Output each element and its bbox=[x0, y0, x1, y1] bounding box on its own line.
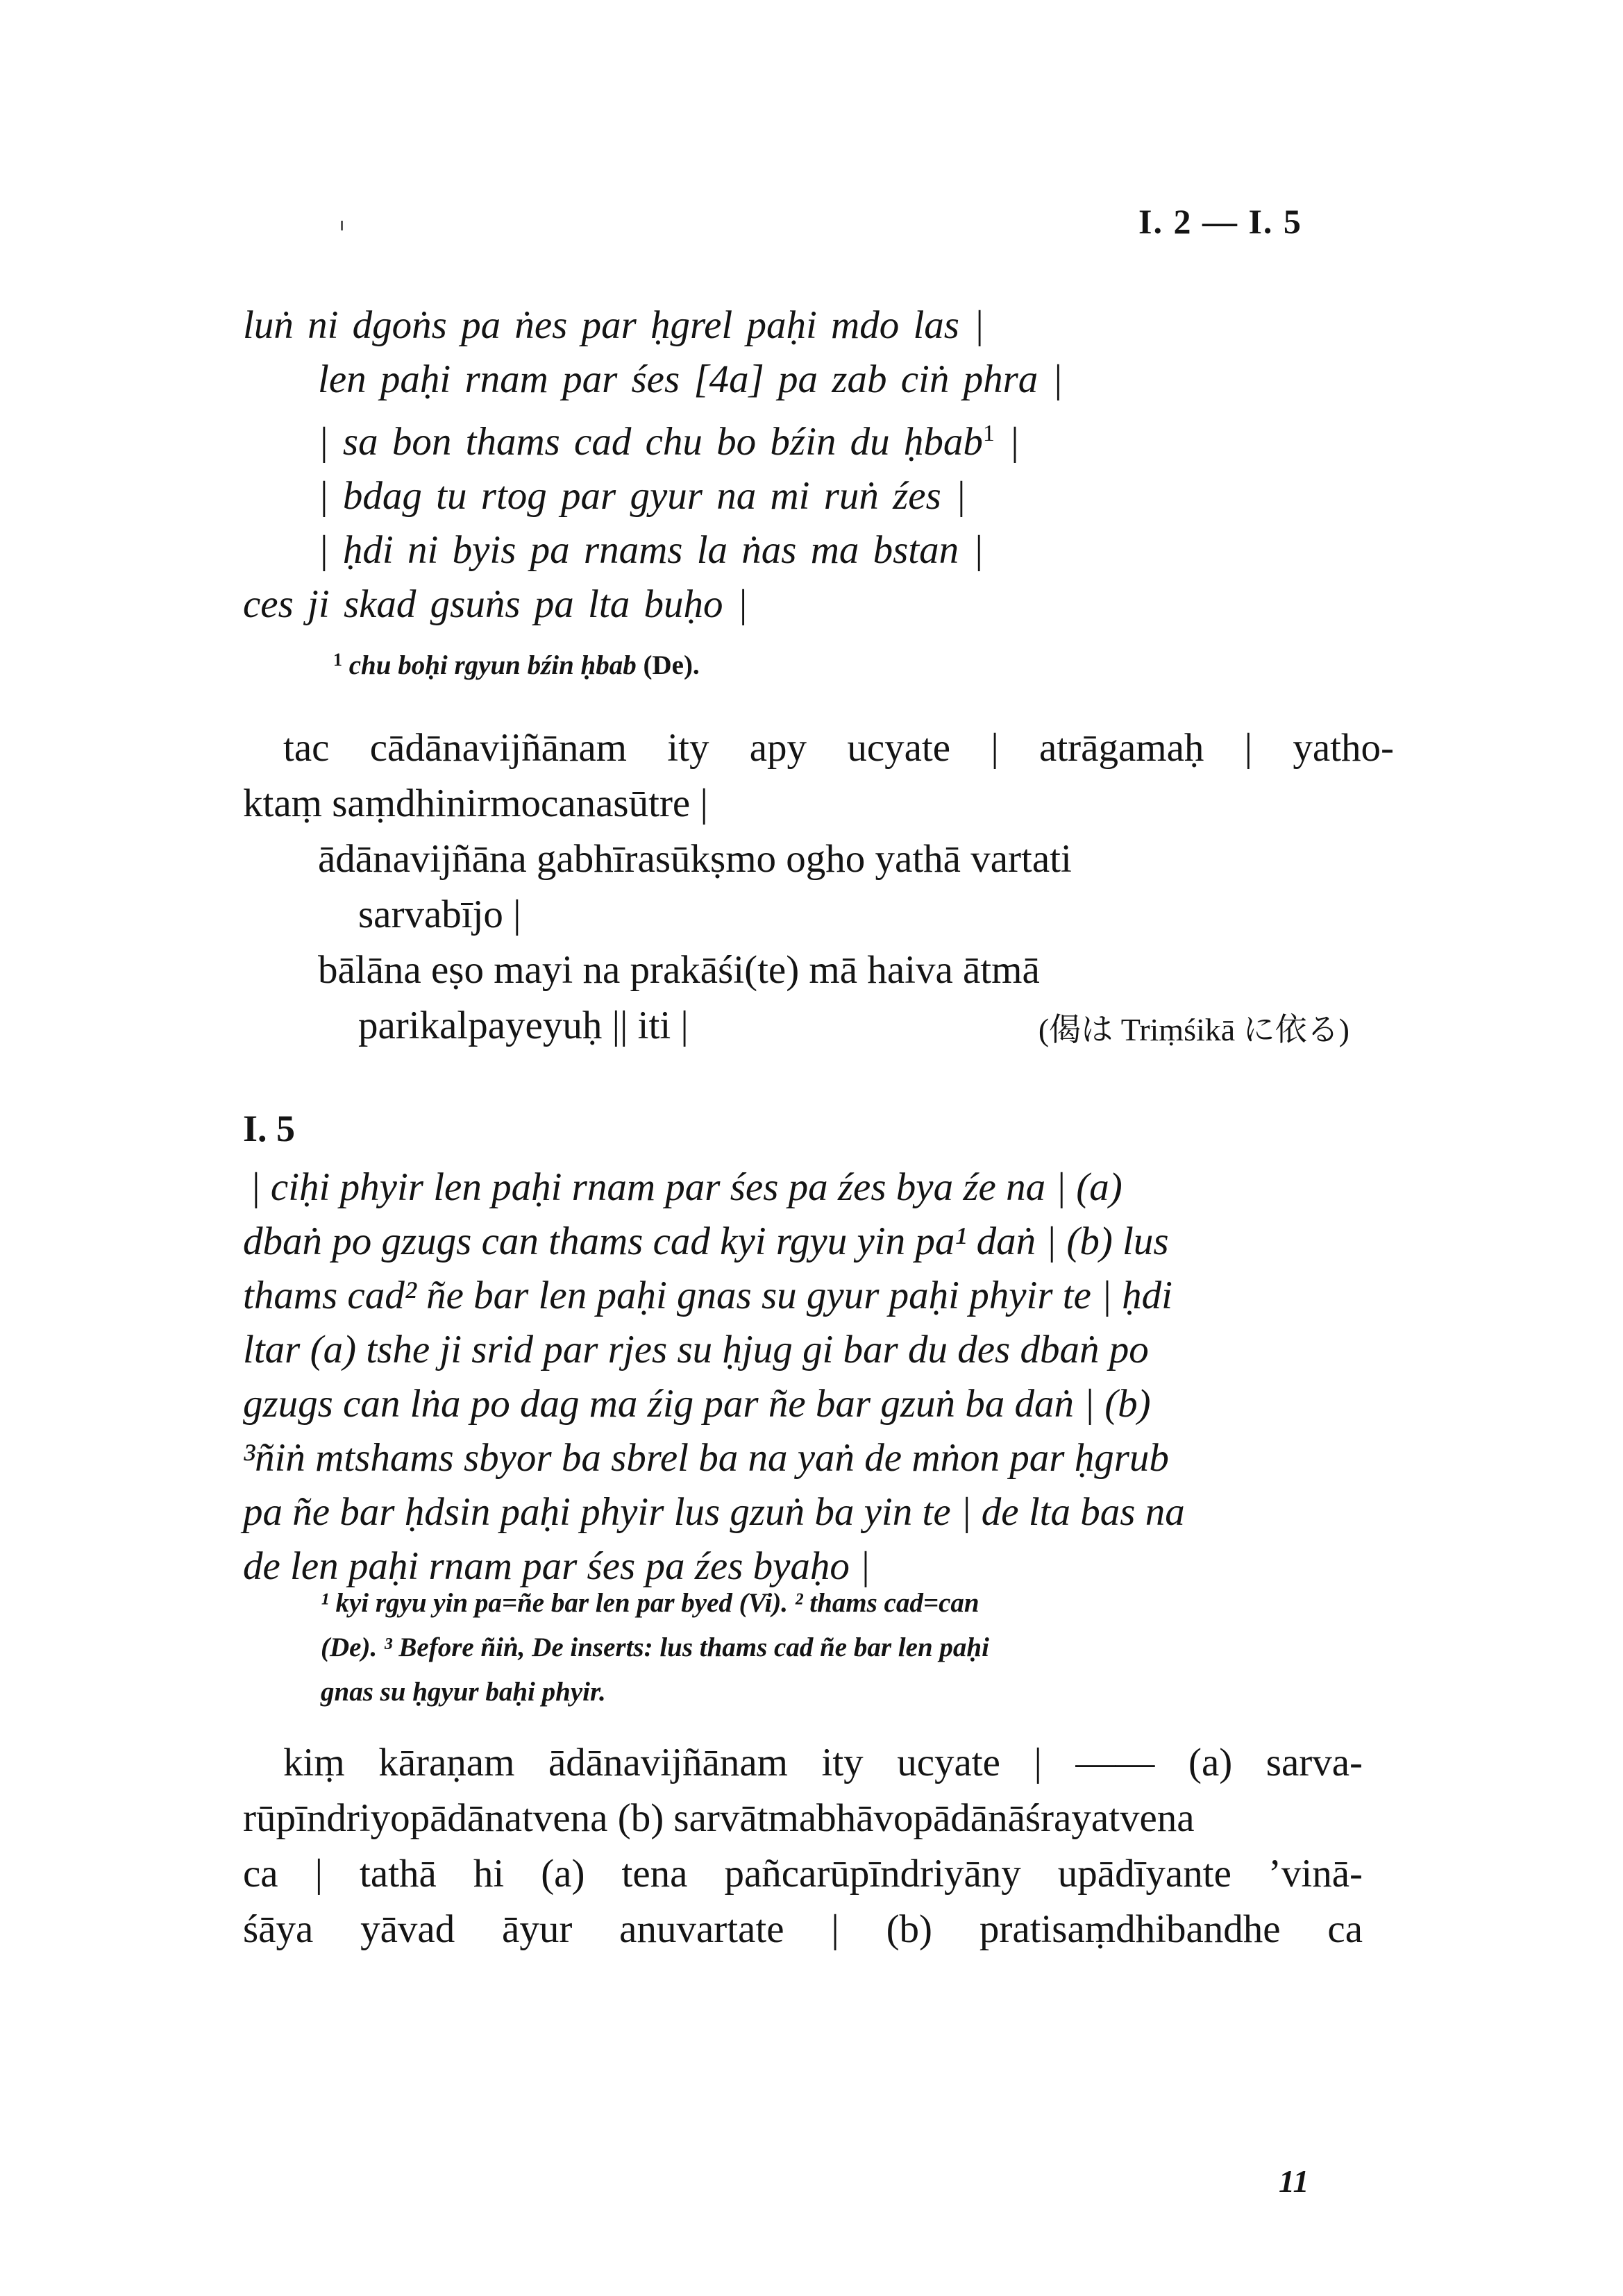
footnote-1-marker: 1 bbox=[333, 650, 342, 670]
footnotes2-line-3: gnas su ḥgyur baḥi phyir. bbox=[321, 1677, 606, 1707]
verse-line-3-end: | bbox=[994, 420, 1020, 464]
sanskrit2-line-2: rūpīndriyopādānatvena (b) sarvātmabhāvopādānāśrayatvena bbox=[243, 1796, 1195, 1840]
footnote-marker-1: 1 bbox=[982, 421, 995, 446]
page-number: 11 bbox=[1279, 2163, 1309, 2199]
prose-line-6: ³ñiṅ mtshams sbyor ba sbrel ba na yaṅ de mṅon par ḥgrub bbox=[243, 1436, 1169, 1480]
verse-line-4: | bdag tu rtog par gyur na mi ruṅ źes | bbox=[318, 474, 966, 518]
sanskrit-block-2 bbox=[243, 1735, 1363, 1957]
prose-line-5: gzugs can lṅa po dag ma źig par ñe bar gzuṅ ba daṅ | (b) bbox=[243, 1382, 1151, 1426]
section-heading: I. 5 bbox=[243, 1108, 296, 1149]
sanskrit1-line-6 bbox=[358, 998, 1394, 1054]
sanskrit1-line-5: bālāna eṣo mayi na prakāśi(te) mā haiva ātmā bbox=[318, 948, 1040, 992]
page-header-range: I. 2 — I. 5 bbox=[1138, 202, 1302, 241]
verse-line-6: ces ji skad gsuṅs pa lta buḥo | bbox=[243, 582, 748, 626]
prose-line-4: ltar (a) tshe ji srid par rjes su ḥjug gi bar du des dbaṅ po bbox=[243, 1328, 1149, 1371]
sanskrit2-line-4: śāya yāvad āyur anuvartate | (b) pratisaṃdhibandhe ca bbox=[243, 1907, 1363, 1951]
verse-line-3 bbox=[243, 407, 1388, 469]
footnotes2-line-1: ¹ kyi rgyu yin pa=ñe bar len par byed (Vi). ² thams cad=can bbox=[321, 1588, 979, 1618]
footnotes2-line-2: (De). ³ Before ñiṅ, De inserts: lus thams cad ñe bar len paḥi bbox=[321, 1632, 989, 1662]
sanskrit2-line-1: kiṃ kāraṇam ādānavijñānam ity ucyate | —— (a) sarva- bbox=[283, 1741, 1363, 1784]
verse-line-3-text: | sa bon thams cad chu bo bźin du ḥbab bbox=[318, 420, 983, 464]
verse-line-2: len paḥi rnam par śes [4a] pa zab ciṅ phra | bbox=[318, 357, 1063, 401]
tibetan-prose-block bbox=[243, 1160, 1361, 1594]
verse-line-5: | ḥdi ni byis pa rnams la ṅas ma bstan | bbox=[318, 528, 984, 572]
footnote-1-text: chu boḥi rgyun bźin ḥbab bbox=[348, 650, 637, 680]
prose-line-8: de len paḥi rnam par śes pa źes byaḥo | bbox=[243, 1544, 871, 1588]
verse-source-note: (偈は Triṃśikā に依る) bbox=[1038, 1012, 1349, 1047]
footnote-1-source: (De). bbox=[636, 650, 700, 680]
footnotes-block-2 bbox=[321, 1581, 1362, 1714]
margin-tick-mark bbox=[341, 221, 343, 230]
prose-line-2: dbaṅ po gzugs can thams cad kyi rgyu yin pa¹ daṅ | (b) lus bbox=[243, 1219, 1169, 1263]
sanskrit1-line-6-text: parikalpayeyuḥ || iti | bbox=[358, 1004, 689, 1047]
sanskrit2-line-3: ca | tathā hi (a) tena pañcarūpīndriyāny upādīyante ’vinā- bbox=[243, 1852, 1363, 1896]
sanskrit1-line-4: sarvabījo | bbox=[358, 893, 521, 936]
tibetan-verse-block bbox=[243, 298, 1388, 687]
sanskrit1-line-3: ādānavijñāna gabhīrasūkṣmo ogho yathā vartati bbox=[318, 837, 1072, 881]
sanskrit1-line-2: ktaṃ saṃdhinirmocanasūtre | bbox=[243, 782, 708, 825]
prose-line-7: pa ñe bar ḥdsin paḥi phyir lus gzuṅ ba yin te | de lta bas na bbox=[243, 1490, 1185, 1534]
footnote-1 bbox=[243, 639, 1388, 687]
prose-line-3: thams cad² ñe bar len paḥi gnas su gyur paḥi phyir te | ḥdi bbox=[243, 1274, 1172, 1317]
sanskrit1-line-1: tac cādānavijñānam ity apy ucyate | atrāgamaḥ | yatho- bbox=[283, 726, 1394, 770]
sanskrit-block-1 bbox=[243, 720, 1394, 1054]
prose-line-1: | ciḥi phyir len paḥi rnam par śes pa źes bya źe na | (a) bbox=[250, 1165, 1122, 1209]
verse-line-1: luṅ ni dgoṅs pa ṅes par ḥgrel paḥi mdo las | bbox=[243, 303, 984, 347]
